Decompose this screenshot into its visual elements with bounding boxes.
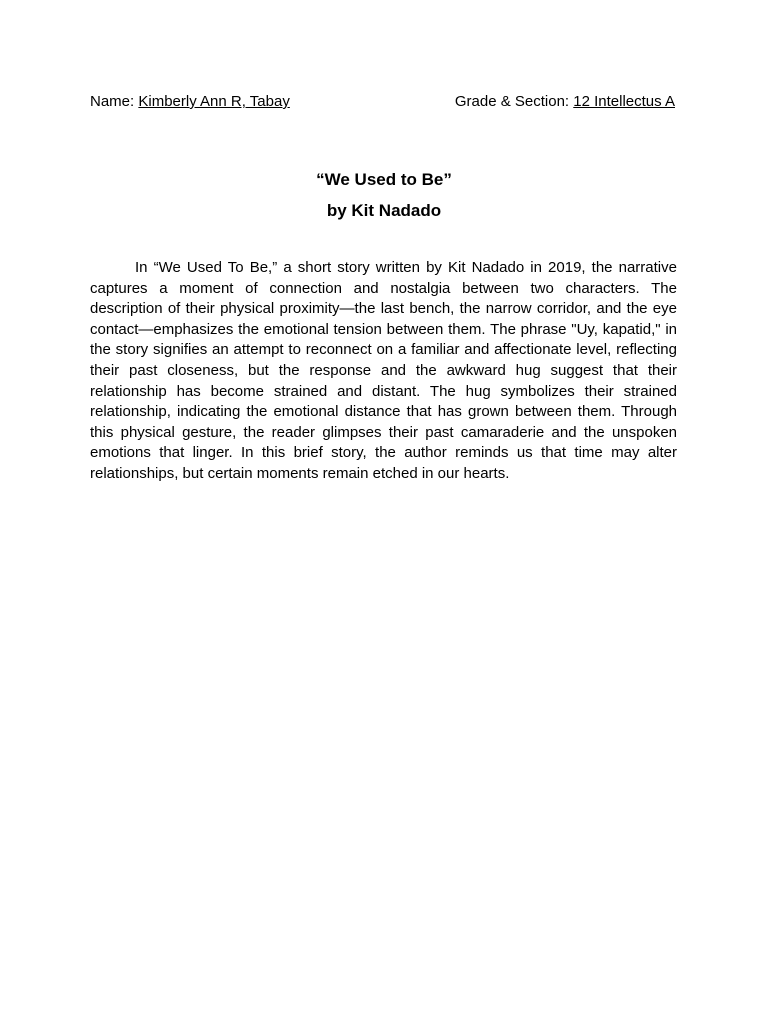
grade-section-label: Grade & Section: xyxy=(454,93,574,110)
name-field xyxy=(90,93,290,111)
grade-section-field xyxy=(455,93,675,111)
name-value: Kimberly Ann R, Tabay xyxy=(138,93,290,110)
body-paragraph: In “We Used To Be,” a short story written by Kit Nadado in 2019, the narrative captures a moment of connection and nostalgia between two characters. The description of their physical proximity—the last bench, the narrow corridor, and the eye contact—emphasizes the emotional tension between them. The phrase "Uy, kapatid," in the story signifies an attempt to reconnect on a familiar and affectionate level, reflecting their past closeness, but the response and the awkward hug suggest that their relationship has become strained and distant. The hug symbolizes their strained relationship, indicating the emotional distance that has grown between them. Through this physical gesture, the reader glimpses their past camaraderie and the unspoken emotions that linger. In this brief story, the author reminds us that time may alter relationships, but certain moments remain etched in our hearts. xyxy=(90,259,677,482)
document-author-line: by Kit Nadado xyxy=(326,201,442,220)
grade-section-value: 12 Intellectus A xyxy=(573,93,675,110)
title-block xyxy=(0,169,768,231)
document-title: “We Used to Be” xyxy=(316,170,452,189)
header-row xyxy=(90,93,675,111)
name-label: Name: xyxy=(90,93,139,110)
